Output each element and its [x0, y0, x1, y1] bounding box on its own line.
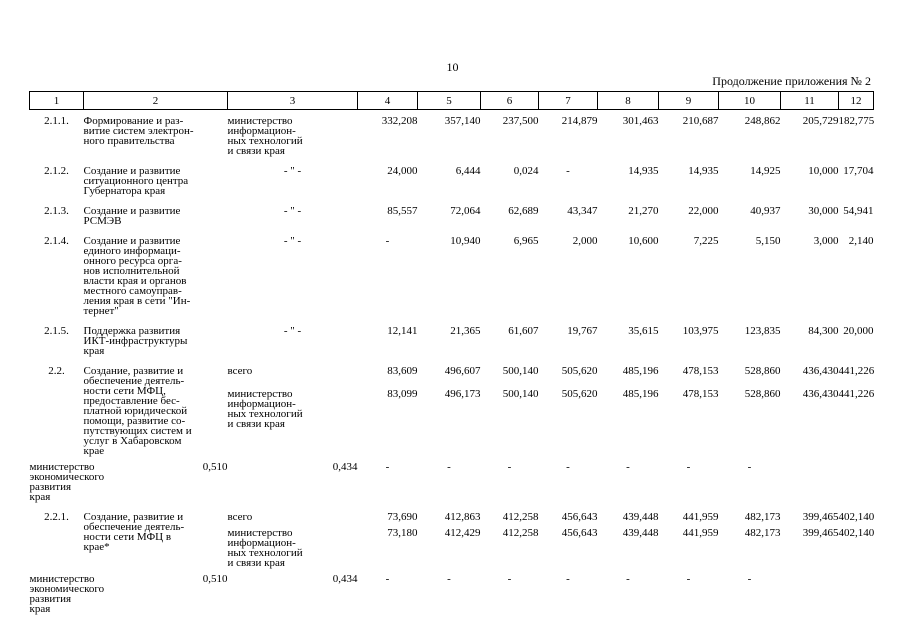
- col-header: 1: [30, 92, 84, 110]
- executor: [228, 366, 358, 383]
- executor-line: - " -: [283, 165, 302, 177]
- item-number: 2.1.5.: [44, 325, 69, 337]
- value-cell: 214,879: [561, 115, 598, 127]
- item-name-line: Создание и развитие: [83, 235, 181, 247]
- value-cell: 402,140: [838, 527, 875, 539]
- executor-line: министерство: [227, 115, 293, 127]
- value-cell: 73,180: [387, 527, 418, 539]
- value-cell: 505,620: [561, 365, 598, 377]
- item-name-line: Создание и развитие: [83, 205, 181, 217]
- col-header: 9: [659, 92, 719, 110]
- table-row: [30, 462, 874, 502]
- item-number: 2.1.3.: [44, 205, 69, 217]
- executor-line: министерство: [227, 387, 293, 400]
- value-cell: 500,140: [502, 365, 539, 377]
- value-cell: -: [385, 235, 390, 247]
- value-cell: 21,270: [628, 205, 659, 217]
- value-cell: 496,173: [444, 387, 481, 400]
- value-cell: 210,687: [682, 115, 719, 127]
- executor: [228, 389, 358, 456]
- executor-line: всего: [227, 365, 253, 377]
- value-cell: 17,704: [843, 165, 874, 177]
- item-name-line: Формирование и раз-: [83, 115, 184, 127]
- value-cell: 436,430: [802, 387, 839, 400]
- value-cell: 182,775: [838, 115, 875, 127]
- executor-line: - " -: [283, 325, 302, 337]
- value-cell: -: [385, 461, 390, 473]
- executor-line: и связи края: [227, 417, 285, 430]
- executor-line: развития края: [29, 481, 72, 503]
- value-cell: 35,615: [628, 325, 659, 337]
- table-row: [30, 116, 874, 156]
- value-cell: 436,430: [802, 365, 839, 377]
- item-name: [84, 206, 228, 226]
- item-name-line: крае: [83, 445, 105, 457]
- executor-line: экономического: [29, 471, 105, 483]
- value-cell: 441,959: [682, 511, 719, 523]
- item-name-line: обеспечение деятель-: [83, 521, 185, 533]
- value-cell: -: [507, 461, 512, 473]
- value-cell: 14,935: [628, 165, 659, 177]
- value-cell: 19,767: [567, 325, 598, 337]
- value-cell: 456,643: [561, 527, 598, 539]
- value-cell: 482,173: [744, 527, 781, 539]
- value-cell: 123,835: [744, 325, 781, 337]
- item-number: 2.1.1.: [44, 115, 69, 127]
- value-cell: -: [747, 461, 752, 473]
- item-number: 2.2.1.: [44, 511, 69, 523]
- col-header: 11: [781, 92, 839, 110]
- value-cell: 205,729: [802, 115, 839, 127]
- value-cell: -: [626, 461, 630, 473]
- value-cell: 54,941: [843, 205, 874, 217]
- item-number: 2.1.2.: [44, 165, 69, 177]
- item-number: 2.2.: [48, 365, 65, 377]
- value-cell: 0,510: [202, 573, 228, 585]
- value-cell: 332,208: [381, 115, 418, 127]
- value-cell: -: [686, 573, 691, 585]
- table-row: [30, 512, 874, 522]
- value-cell: 83,609: [387, 365, 418, 377]
- executor: [228, 166, 358, 196]
- value-cell: 456,643: [561, 511, 598, 523]
- executor: [228, 512, 358, 522]
- value-cell: 439,448: [622, 511, 659, 523]
- item-name-line: ситуационного центра: [83, 175, 189, 187]
- item-name-line: ности сети МФЦ в: [83, 531, 172, 543]
- value-cell: 2,140: [848, 235, 874, 247]
- item-name: [84, 116, 228, 156]
- value-cell: 5,150: [755, 235, 781, 247]
- value-cell: 0,510: [202, 461, 228, 473]
- executor: [29, 461, 105, 503]
- value-cell: 357,140: [444, 115, 481, 127]
- value-cell: 237,500: [502, 115, 539, 127]
- value-cell: 399,465: [802, 511, 839, 523]
- item-name-line: Поддержка развития: [83, 325, 181, 337]
- value-cell: 439,448: [622, 527, 659, 539]
- item-name-line: Создание, развитие и: [83, 511, 184, 523]
- table-row: [30, 326, 874, 356]
- value-cell: -: [686, 461, 691, 473]
- value-cell: 248,862: [744, 115, 781, 127]
- item-name-line: Создание и развитие: [83, 165, 181, 177]
- table-row: [30, 206, 874, 226]
- item-name-line: Губернатора края: [83, 185, 166, 197]
- executor: [29, 573, 105, 615]
- col-header: 4: [358, 92, 418, 110]
- item-name: [84, 326, 228, 356]
- executor-line: ных технологий: [227, 547, 303, 559]
- value-cell: -: [447, 573, 451, 585]
- item-name-line: тернет": [83, 305, 119, 317]
- executor-line: информацион-: [227, 537, 296, 549]
- value-cell: 528,860: [744, 387, 781, 400]
- value-cell: 412,258: [502, 511, 539, 523]
- col-header: 6: [481, 92, 539, 110]
- value-cell: 14,935: [688, 165, 719, 177]
- value-cell: -: [566, 573, 570, 585]
- executor-line: и связи края: [227, 557, 285, 569]
- executor-line: информацион-: [227, 397, 296, 410]
- item-number: 2.1.4.: [44, 235, 69, 247]
- value-cell: -: [447, 461, 451, 473]
- continuation-label: Продолжение приложения № 2: [712, 74, 871, 88]
- value-cell: 399,465: [802, 527, 839, 539]
- executor: [228, 116, 358, 156]
- item-name-line: ИКТ-инфраструктуры: [83, 335, 188, 347]
- value-cell: 2,000: [572, 235, 598, 247]
- executor-line: ных технологий: [227, 135, 303, 147]
- value-cell: 441,226: [838, 365, 875, 377]
- executor: [228, 528, 358, 568]
- col-header: 10: [719, 92, 781, 110]
- column-number-row: [30, 92, 874, 110]
- value-cell: -: [747, 573, 752, 585]
- value-cell: 412,863: [444, 511, 481, 523]
- col-header: 2: [84, 92, 228, 110]
- page-number: 10: [446, 60, 459, 74]
- col-header: 7: [539, 92, 598, 110]
- value-cell: 72,064: [450, 205, 481, 217]
- value-cell: 0,434: [332, 573, 358, 585]
- item-name: [84, 166, 228, 196]
- col-header: 12: [839, 92, 874, 110]
- executor-line: и связи края: [227, 145, 285, 157]
- value-cell: 500,140: [502, 387, 539, 400]
- executor-line: развития края: [29, 593, 72, 615]
- value-cell: 103,975: [682, 325, 719, 337]
- value-cell: -: [566, 165, 570, 177]
- executor: [228, 206, 358, 226]
- col-header: 8: [598, 92, 659, 110]
- item-name-line: путствующих систем и: [83, 425, 192, 437]
- table-row: [30, 166, 874, 196]
- item-name-line: ного правительства: [83, 135, 175, 147]
- value-cell: 40,937: [750, 205, 781, 217]
- value-cell: 0,024: [513, 165, 539, 177]
- item-name-line: единого информаци-: [83, 245, 181, 257]
- value-cell: 0,434: [332, 461, 358, 473]
- executor-line: ных технологий: [227, 407, 303, 420]
- table-row: [30, 574, 874, 614]
- executor-line: экономического: [29, 583, 105, 595]
- item-name-line: Создание, развитие и: [83, 365, 184, 377]
- value-cell: 478,153: [682, 387, 719, 400]
- value-cell: 21,365: [450, 325, 481, 337]
- executor-line: министерство: [29, 573, 95, 585]
- value-cell: 478,153: [682, 365, 719, 377]
- value-cell: -: [566, 461, 570, 473]
- executor-line: всего: [227, 511, 253, 523]
- value-cell: -: [385, 573, 390, 585]
- value-cell: 482,173: [744, 511, 781, 523]
- item-name: [84, 366, 228, 456]
- value-cell: 73,690: [387, 511, 418, 523]
- executor: [228, 326, 358, 356]
- value-cell: 441,226: [838, 387, 875, 400]
- value-cell: 6,965: [513, 235, 539, 247]
- col-header: 3: [228, 92, 358, 110]
- value-cell: 30,000: [808, 205, 839, 217]
- item-name-line: края: [83, 345, 105, 357]
- value-cell: 22,000: [688, 205, 719, 217]
- value-cell: 10,600: [628, 235, 659, 247]
- value-cell: 412,258: [502, 527, 539, 539]
- value-cell: 83,099: [387, 387, 418, 400]
- value-cell: 61,607: [508, 325, 539, 337]
- value-cell: 84,300: [808, 325, 839, 337]
- value-cell: 12,141: [387, 325, 418, 337]
- item-name-line: платной юридической: [83, 405, 188, 417]
- item-name-line: онного ресурса орга-: [83, 255, 182, 267]
- value-cell: 441,959: [682, 527, 719, 539]
- item-name-line: витие систем электрон-: [83, 125, 194, 137]
- value-cell: 301,463: [622, 115, 659, 127]
- executor-line: - " -: [283, 235, 302, 247]
- value-cell: 6,444: [455, 165, 481, 177]
- value-cell: 412,429: [444, 527, 481, 539]
- item-name-line: власти края и органов: [83, 275, 187, 287]
- value-cell: 505,620: [561, 387, 598, 400]
- value-cell: -: [507, 573, 512, 585]
- appendix-table: [29, 91, 874, 614]
- value-cell: -: [626, 573, 630, 585]
- item-name-line: помощи, развитие со-: [83, 415, 186, 427]
- value-cell: 485,196: [622, 365, 659, 377]
- value-cell: 7,225: [693, 235, 719, 247]
- executor-line: - " -: [283, 205, 302, 217]
- value-cell: 402,140: [838, 511, 875, 523]
- value-cell: 14,925: [750, 165, 781, 177]
- item-name-line: ности сети МФЦ,: [83, 385, 166, 397]
- value-cell: 20,000: [843, 325, 874, 337]
- table-body: [30, 110, 874, 615]
- col-header: 5: [418, 92, 481, 110]
- item-name-line: ления края в сети "Ин-: [83, 295, 191, 307]
- item-name-line: услуг в Хабаровском: [83, 435, 182, 447]
- item-name-line: обеспечение деятель-: [83, 375, 185, 387]
- value-cell: 496,607: [444, 365, 481, 377]
- item-name-line: крае*: [83, 541, 110, 553]
- value-cell: 10,940: [450, 235, 481, 247]
- item-name-line: предоставление бес-: [83, 395, 180, 407]
- value-cell: 485,196: [622, 387, 659, 400]
- executor: [228, 236, 358, 316]
- item-name-line: местного самоуправ-: [83, 285, 182, 297]
- value-cell: 24,000: [387, 165, 418, 177]
- table-row: [30, 236, 874, 316]
- table-row: [30, 366, 874, 383]
- value-cell: 62,689: [508, 205, 539, 217]
- value-cell: 85,557: [387, 205, 418, 217]
- value-cell: 43,347: [567, 205, 598, 217]
- item-name-line: нов исполнительной: [83, 265, 180, 277]
- item-name: [84, 512, 228, 568]
- item-name-line: РСМЭВ: [83, 215, 122, 227]
- value-cell: 10,000: [808, 165, 839, 177]
- item-name: [84, 236, 228, 316]
- executor-line: министерство: [29, 461, 95, 473]
- executor-line: министерство: [227, 527, 293, 539]
- value-cell: 3,000: [813, 235, 839, 247]
- value-cell: 528,860: [744, 365, 781, 377]
- executor-line: информацион-: [227, 125, 296, 137]
